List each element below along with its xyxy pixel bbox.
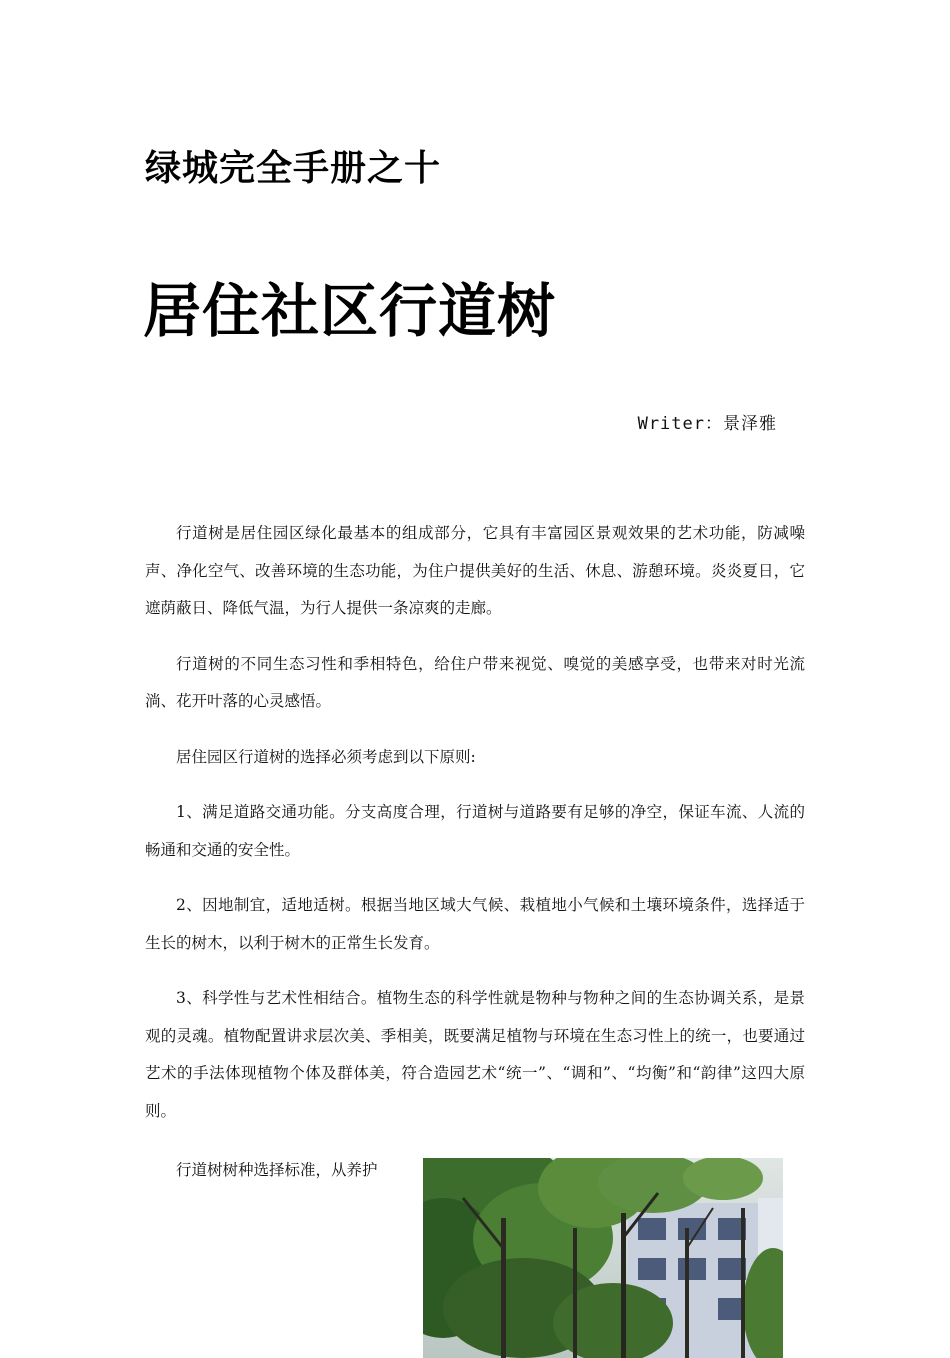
paragraph: 行道树是居住园区绿化最基本的组成部分，它具有丰富园区景观效果的艺术功能，防减噪声、净化空气、改善环境的生态功能，为住户提供美好的生活、休息、游憩环境。炎炎夏日，它遮荫蔽日、降低气温，为行人提供一条凉爽的走廊。 xyxy=(145,524,805,617)
paragraph: 3、科学性与艺术性相结合。植物生态的科学性就是物种与物种之间的生态协调关系，是景观的灵魂。植物配置讲求层次美、季相美，既要满足植物与环境在生态习性上的统一，也要通过艺术的手法体现植物个体及群体美，符合造园艺术“统一”、“调和”、“均衡”和“韵律”这四大原则。 xyxy=(145,989,805,1120)
main-title: 居住社区行道树 xyxy=(143,277,557,345)
paragraph: 居住园区行道树的选择必须考虑到以下原则: xyxy=(176,747,476,766)
paragraph: 2、因地制宜，适地适树。根据当地区域大气候、栽植地小气候和土壤环境条件，选择适于生长的树木，以利于树木的正常生长发育。 xyxy=(145,896,805,952)
article-body xyxy=(145,515,805,1148)
writer-byline: Writer：景泽雅 xyxy=(637,414,777,434)
paragraph-truncated: 行道树树种选择标准，从养护 xyxy=(176,1161,378,1179)
paragraph: 行道树的不同生态习性和季相特色，给住户带来视觉、嗅觉的美感享受，也带来对时光流淌、花开叶落的心灵感悟。 xyxy=(145,654,805,710)
street-trees-photo xyxy=(423,1158,783,1358)
paragraph: 1、满足道路交通功能。分支高度合理，行道树与道路要有足够的净空，保证车流、人流的畅通和交通的安全性。 xyxy=(145,803,805,859)
series-title: 绿城完全手册之十 xyxy=(145,148,442,189)
